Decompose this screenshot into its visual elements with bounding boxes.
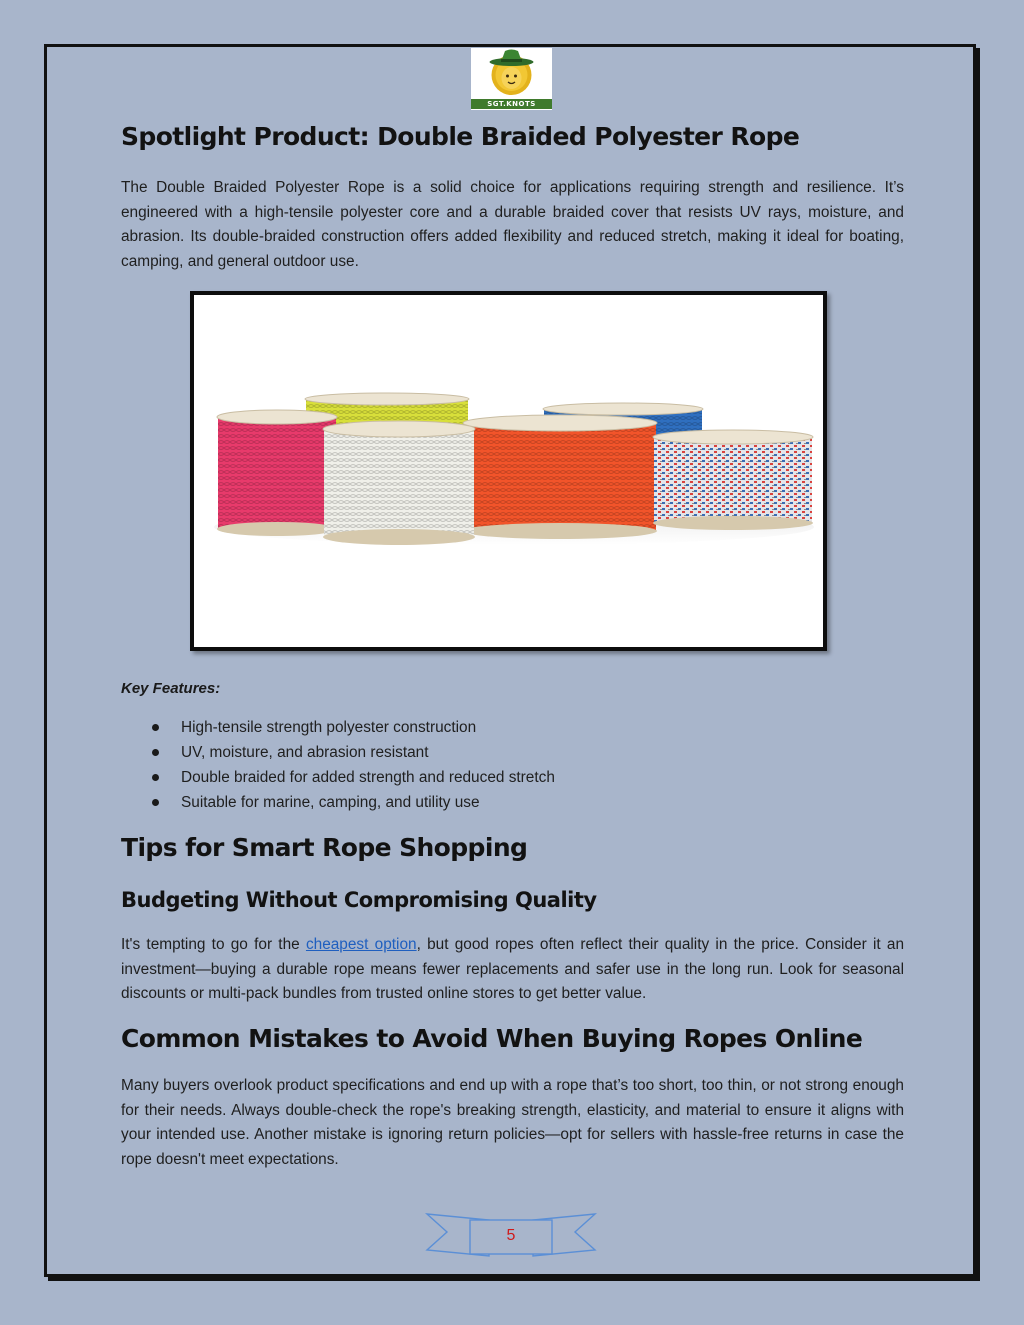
rope-spools-photo-icon xyxy=(194,295,823,647)
budgeting-text-end: , but good ropes often reflect their quality in the price. Consider it an investment—buying a durable rope means fewer replacements and safer use in the long run. Look for seasonal discounts or multi-pack bundles from trusted online stores to get better value. xyxy=(121,936,905,1002)
brand-logo[interactable] xyxy=(471,48,552,110)
list-item xyxy=(121,765,555,790)
mistakes-heading: Common Mistakes to Avoid When Buying Ropes Online xyxy=(121,1024,863,1053)
page-number: 5 xyxy=(506,1227,516,1244)
list-item-text: Double braided for added strength and reduced stretch xyxy=(181,769,555,786)
logo-text: SGT.KNOTS xyxy=(471,99,552,109)
spotlight-paragraph: The Double Braided Polyester Rope is a solid choice for applications requiring strength and resilience. It’s engineered with a high-tensile polyester core and a durable braided cover that resists UV rays, moisture, and abrasion. Its double-braided construction offers added flexibility and reduced stretch, making it ideal for boating, camping, and general outdoor use. xyxy=(121,179,904,270)
cheapest-option-link[interactable]: cheapest option xyxy=(305,936,417,953)
mistakes-paragraph: Many buyers overlook product specifications and end up with a rope that’s too short, too thin, or not strong enough for their needs. Always double-check the rope's breaking strength, elasticity, and material to ensure it aligns with your intended use. Another mistake is ignoring return policies—opt for sellers with hassle-free returns in case the rope doesn't meet expectations. xyxy=(121,1077,904,1168)
rope-spools-image xyxy=(190,291,827,651)
list-item xyxy=(121,740,555,765)
bullet-icon xyxy=(152,799,159,806)
budgeting-paragraph xyxy=(121,933,904,1007)
key-features-list xyxy=(121,715,555,815)
list-item-text: Suitable for marine, camping, and utility use xyxy=(181,794,480,811)
bullet-icon xyxy=(152,774,159,781)
list-item-text: High-tensile strength polyester construction xyxy=(181,719,477,736)
page-number-ribbon xyxy=(425,1210,597,1262)
list-item xyxy=(121,790,555,815)
key-features-label: Key Features: xyxy=(121,680,221,697)
list-item-text: UV, moisture, and abrasion resistant xyxy=(181,744,429,761)
spotlight-heading: Spotlight Product: Double Braided Polyester Rope xyxy=(121,122,800,151)
budgeting-text-start: It's tempting to go for the xyxy=(121,936,306,953)
bullet-icon xyxy=(152,749,159,756)
tips-heading: Tips for Smart Rope Shopping xyxy=(121,833,528,862)
bullet-icon xyxy=(152,724,159,731)
list-item xyxy=(121,715,555,740)
budgeting-subheading: Budgeting Without Compromising Quality xyxy=(121,888,597,912)
